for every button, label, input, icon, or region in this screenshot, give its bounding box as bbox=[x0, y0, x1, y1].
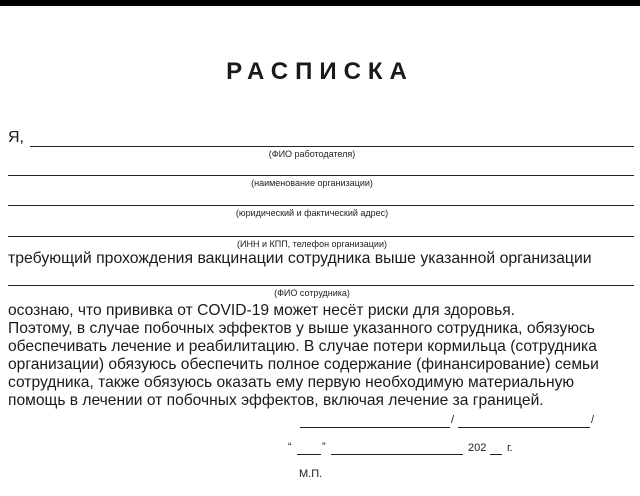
date-open-quote: “ bbox=[288, 441, 292, 453]
paragraph-line: помощь в лечении от побочных эффектов, включая лечение за границей. bbox=[8, 392, 544, 409]
signature-slash-1: / bbox=[451, 414, 455, 426]
date-day-line[interactable] bbox=[297, 454, 321, 455]
address-line[interactable] bbox=[8, 205, 634, 206]
employer-name-caption: (ФИО работодателя) bbox=[268, 149, 356, 159]
document-title: РАСПИСКА bbox=[226, 58, 414, 85]
date-year-prefix: 202 bbox=[468, 442, 487, 454]
signature-slash-2: / bbox=[591, 414, 595, 426]
paragraph-line: осознаю, что прививка от COVID-19 может несёт риски для здоровья. bbox=[8, 302, 516, 319]
employee-name-caption: (ФИО сотрудника) bbox=[274, 288, 350, 298]
seal-label: М.П. bbox=[299, 468, 323, 480]
lead-pronoun: Я, bbox=[8, 129, 24, 146]
inn-kpp-phone-caption: (ИНН и КПП, телефон организации) bbox=[237, 239, 387, 249]
address-caption: (юридический и фактический адрес) bbox=[235, 208, 389, 218]
signature-decoding-line[interactable] bbox=[458, 427, 590, 428]
top-dark-bar bbox=[0, 0, 640, 6]
date-year-line[interactable] bbox=[490, 454, 502, 455]
date-year-suffix: г. bbox=[507, 442, 513, 454]
paragraph-line: организации) обязуюсь обеспечить полное содержание (финансирование) семьи bbox=[8, 356, 599, 373]
org-name-caption: (наименование организации) bbox=[251, 178, 373, 188]
statement-paragraph bbox=[8, 302, 638, 410]
signature-line[interactable] bbox=[300, 427, 450, 428]
employee-name-line[interactable] bbox=[8, 285, 634, 286]
paragraph-line: Поэтому, в случае побочных эффектов у выше указанного сотрудника, обязуюсь bbox=[8, 320, 595, 337]
date-month-line[interactable] bbox=[331, 454, 463, 455]
org-name-line[interactable] bbox=[8, 175, 634, 176]
paragraph-line: сотрудника, также обязуюсь оказать ему первую необходимую материальную bbox=[8, 374, 575, 391]
employer-name-line[interactable] bbox=[30, 146, 634, 147]
date-close-quote: ” bbox=[322, 441, 326, 453]
requiring-text: требующий прохождения вакцинации сотрудника выше указанной организации bbox=[8, 250, 592, 267]
inn-kpp-phone-line[interactable] bbox=[8, 236, 634, 237]
paragraph-line: обеспечивать лечение и реабилитацию. В случае потери кормильца (сотрудника bbox=[8, 338, 597, 355]
